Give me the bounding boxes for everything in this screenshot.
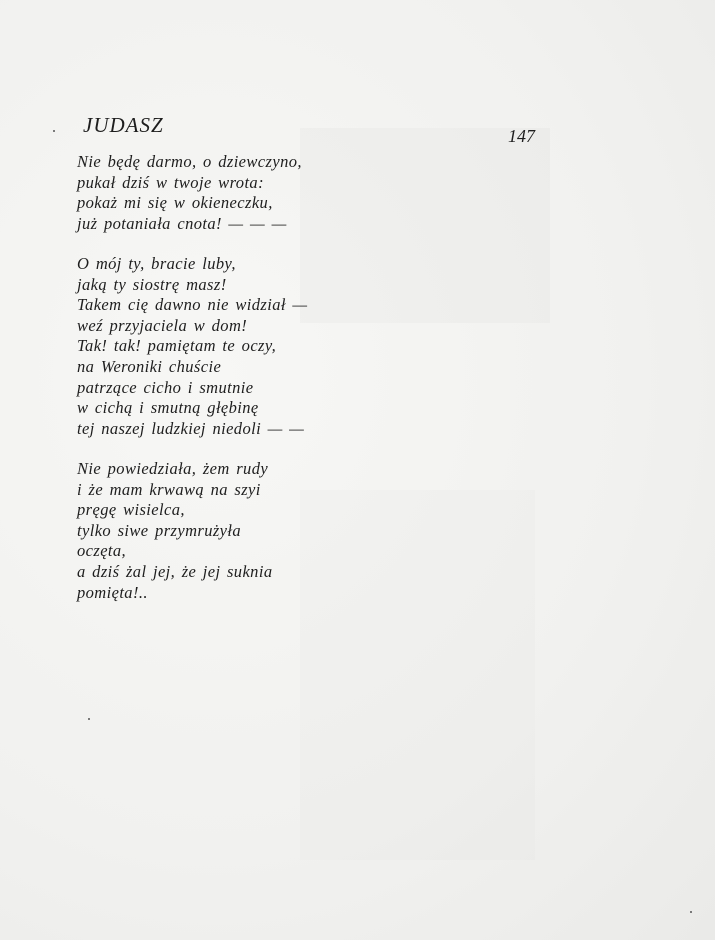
verse-line: weź przyjaciela w dom! xyxy=(77,315,248,335)
stanza-2 xyxy=(77,254,307,439)
verse-line: Nie będę darmo, o dziewczyno, xyxy=(77,152,302,171)
ink-speck xyxy=(690,911,692,913)
verse-line: Nie powiedziała, żem rudy xyxy=(77,459,269,478)
verse-line: patrzące cicho i smutnie xyxy=(77,377,254,397)
ink-speck xyxy=(53,130,55,132)
verse-line: i że mam krwawą na szyi xyxy=(77,479,261,499)
ink-speck xyxy=(88,718,90,720)
bleed-through-shadow xyxy=(300,128,550,323)
verse-line: Tak! tak! pamiętam te oczy, xyxy=(77,336,277,356)
verse-line: a dziś żal jej, że jej suknia xyxy=(77,561,273,581)
verse-line: tylko siwe przymrużyła xyxy=(77,520,242,540)
verse-line: na Weroniki chuście xyxy=(77,356,222,376)
verse-line: pręgę wisielca, xyxy=(77,500,185,520)
page-number: 147 xyxy=(508,126,535,146)
bleed-through-shadow xyxy=(300,490,535,860)
verse-line: pukał dziś w twoje wrota: xyxy=(77,172,264,192)
verse-line: pomięta!.. xyxy=(77,582,148,602)
verse-line: oczęta, xyxy=(77,541,127,561)
verse-line: O mój ty, bracie luby, xyxy=(77,254,236,273)
verse-line: w cichą i smutną głębinę xyxy=(77,398,259,418)
stanza-1 xyxy=(77,152,302,234)
poem-title: JUDASZ xyxy=(83,113,164,137)
verse-line: już potaniała cnota! — — — xyxy=(77,213,287,233)
stanza-3 xyxy=(77,459,272,603)
verse-line: Takem cię dawno nie widział — xyxy=(77,295,308,315)
verse-line: tej naszej ludzkiej niedoli — — xyxy=(77,418,305,438)
verse-line: jaką ty siostrę masz! xyxy=(77,274,227,294)
verse-line: pokaż mi się w okieneczku, xyxy=(77,193,273,213)
